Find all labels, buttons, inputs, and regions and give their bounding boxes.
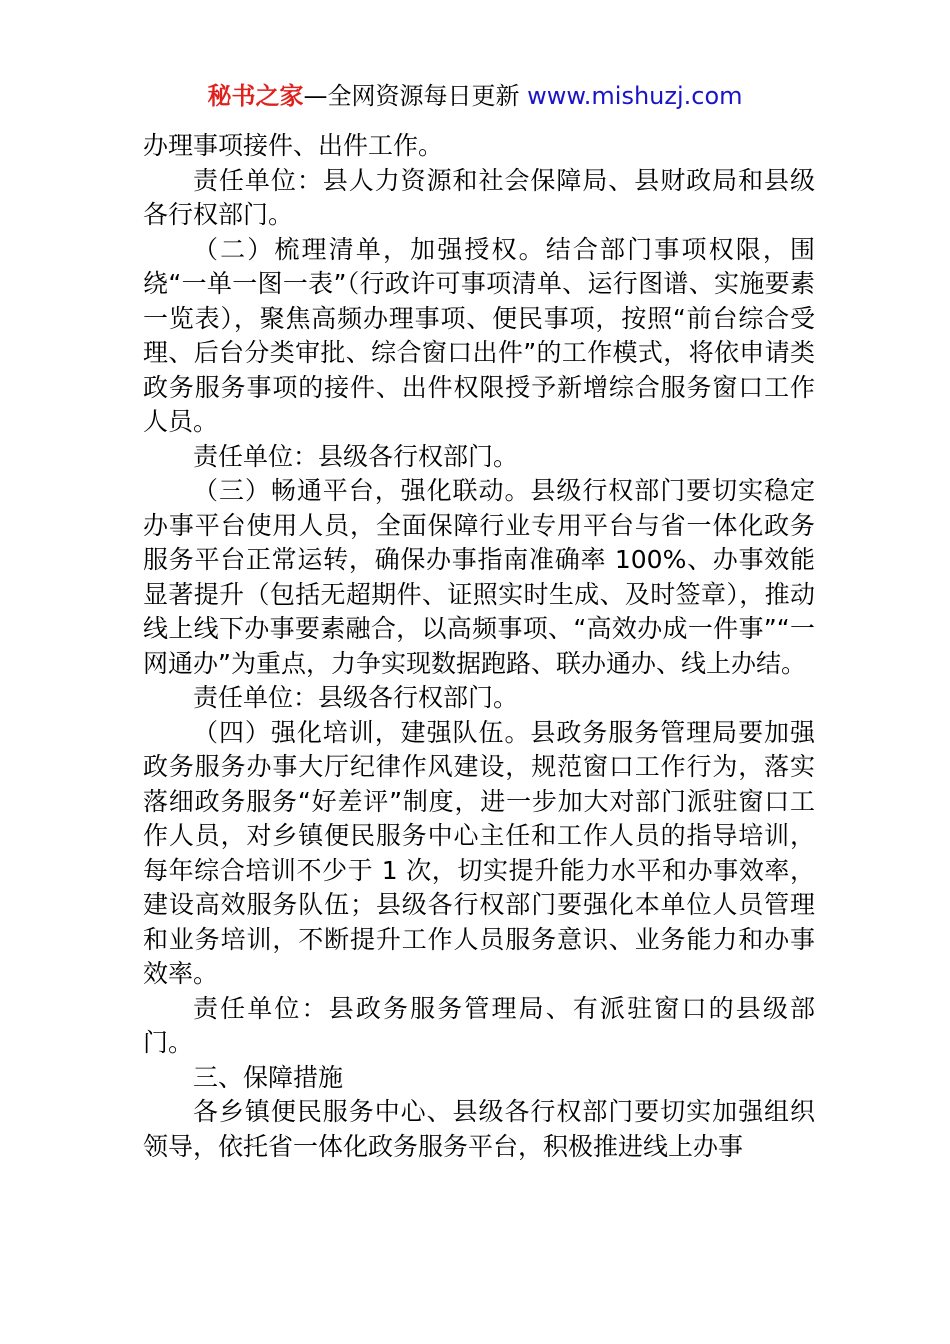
paragraph: 责任单位：县政务服务管理局、有派驻窗口的县级部门。	[143, 993, 815, 1057]
brand-name: 秘书之家	[207, 82, 304, 110]
document-body	[143, 129, 815, 1164]
paragraph: （四）强化培训，建强队伍。县政务服务管理局要加强政务服务办事大厅纪律作风建设，规范窗口工作行为，落实落细政务服务“好差评”制度，进一步加大对部门派驻窗口工作人员，对乡镇便民服务中心主任和工作人员的指导培训，每年综合培训不少于 1 次，切实提升能力水平和办事效率，建设高效服务队伍；县级各行权部门要强化本单位人员管理和业务培训，不断提升工作人员服务意识、业务能力和办事效率。	[143, 717, 815, 988]
site-url-link[interactable]: www.mishuzj.com	[527, 82, 743, 110]
paragraph: 责任单位：县级各行权部门。	[193, 441, 519, 471]
section-heading: 三、保障措施	[193, 1062, 344, 1092]
paragraph: （二）梳理清单，加强授权。结合部门事项权限，围绕“一单一图一表”（行政许可事项清单、运行图谱、实施要素一览表），聚焦高频办理事项、便民事项，按照“前台综合受理、后台分类审批、综合窗口出件”的工作模式，将依申请类政务服务事项的接件、出件权限授予新增综合服务窗口工作人员。	[143, 234, 815, 436]
paragraph: （三）畅通平台，强化联动。县级行权部门要切实稳定办事平台使用人员，全面保障行业专用平台与省一体化政务服务平台正常运转，确保办事指南准确率 100%、办事效能显著提升（包括无超期件、证照实时生成、及时签章），推动线上线下办事要素融合，以高频事项、“高效办成一件事”“一网通办”为重点，力争实现数据跑路、联办通办、线上办结。	[143, 476, 815, 678]
header-tagline: —全网资源每日更新	[303, 82, 520, 110]
paragraph: 各乡镇便民服务中心、县级各行权部门要切实加强组织领导，依托省一体化政务服务平台，积极推进线上办事	[143, 1097, 815, 1161]
paragraph: 办理事项接件、出件工作。	[143, 131, 444, 160]
site-header	[0, 80, 950, 112]
paragraph: 责任单位：县级各行权部门。	[193, 683, 519, 712]
paragraph: 责任单位：县人力资源和社会保障局、县财政局和县级各行权部门。	[143, 165, 815, 229]
